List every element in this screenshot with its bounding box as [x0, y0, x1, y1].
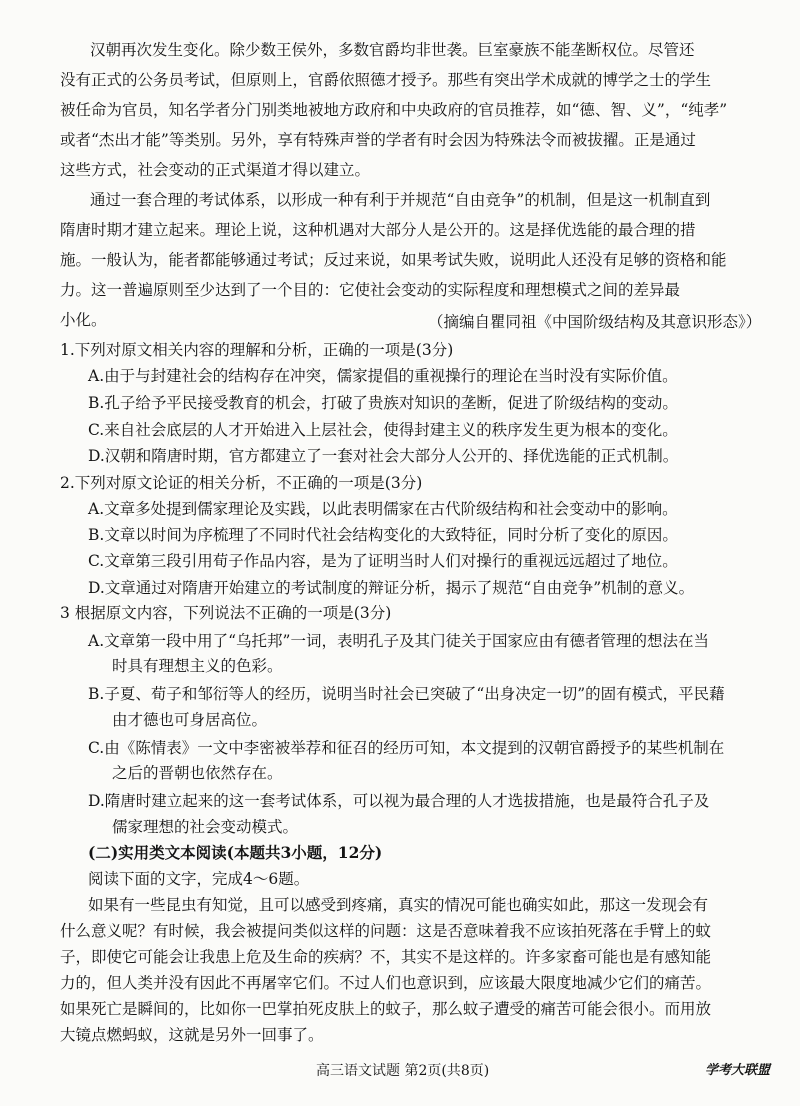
- page-number: 高三语文试题 第2页(共8页): [316, 1063, 490, 1079]
- article-line: 这些方式，社会变动的正式渠道才得以建立。: [60, 161, 371, 179]
- question-2-stem: 2.下列对原文论证的相关分析，不正确的一项是(3分): [60, 474, 423, 492]
- question-3-option-a: A.文章第一段中用了“乌托邦”一词，表明孔子及其门徒关于国家应由有德者管理的想法在当: [88, 632, 709, 650]
- question-3-option-a-cont: 时具有理想主义的色彩。: [112, 657, 283, 675]
- question-1-option-b: B.孔子给予平民接受教育的机会，打破了贵族对知识的垄断，促进了阶级结构的变动。: [88, 394, 678, 412]
- question-2-option-a: A.文章多处提到儒家理论及实践，以此表明儒家在古代阶级结构和社会变动中的影响。: [88, 500, 678, 518]
- article-source: （摘编自瞿同祖《中国阶级结构及其意识形态》）: [428, 313, 762, 331]
- question-1-stem: 1.下列对原文相关内容的理解和分析，正确的一项是(3分): [60, 341, 454, 359]
- article-line: 汉朝再次发生变化。除少数王侯外，多数官爵均非世袭。巨室豪族不能垄断权位。尽管还: [90, 41, 695, 59]
- publisher-mark: 学考大联盟: [704, 1063, 770, 1078]
- passage-line: 如果死亡是瞬间的，比如你一巴掌拍死皮肤上的蚊子，那么蚊子遭受的痛苦可能会很小。而用放: [60, 1000, 712, 1018]
- question-3-stem: 3 根据原文内容，下列说法不正确的一项是(3分): [60, 604, 392, 622]
- question-3-option-b-cont: 由才德也可身居高位。: [112, 711, 268, 729]
- passage-line: 力的，但人类并没有因此不再屠宰它们。不过人们也意识到，应该最大限度地减少它们的痛苦。: [60, 974, 712, 992]
- passage-line: 如果有一些昆虫有知觉，且可以感受到疼痛，真实的情况可能也确实如此，那这一发现会有: [88, 896, 709, 914]
- article-line: 施。一般认为，能者都能够通过考试；反过来说，如果考试失败，说明此人还没有足够的资格和能: [60, 251, 727, 269]
- article-line: 被任命为官员，知名学者分门别类地被地方政府和中央政府的官员推荐，如“德、智、义”，“纯孝”: [60, 101, 728, 119]
- question-1-option-c: C.来自社会底层的人才开始进入上层社会，使得封建主义的秩序发生更为根本的变化。: [88, 421, 678, 439]
- question-1-option-d: D.汉朝和隋唐时期，官方都建立了一套对社会大部分人公开的、择优选能的正式机制。: [88, 447, 679, 465]
- article-line: 小化。: [60, 311, 107, 329]
- article-line: 或者“杰出才能”等类别。另外，享有特殊声誉的学者有时会因为特殊法令而被拔擢。正是通过: [60, 131, 696, 149]
- article-line: 通过一套合理的考试体系，以形成一种有利于并规范“自由竞争”的机制，但是这一机制直到: [90, 191, 711, 209]
- question-3-option-b: B.子夏、荀子和邹衍等人的经历，说明当时社会已突破了“出身决定一切”的固有模式，平民藉: [88, 685, 725, 703]
- question-3-option-c: C.由《陈情表》一文中李密被举荐和征召的经历可知，本文提到的汉朝官爵授予的某些机制在: [88, 739, 725, 757]
- question-3-option-d: D.隋唐时建立起来的这一套考试体系，可以视为最合理的人才选拔措施，也是最符合孔子及: [88, 792, 710, 810]
- question-3-option-d-cont: 儒家理想的社会变动模式。: [112, 818, 299, 836]
- question-2-option-c: C.文章第三段引用荀子作品内容，是为了证明当时人们对操行的重视远远超过了地位。: [88, 552, 678, 570]
- article-line: 隋唐时期才建立起来。理论上说，这种机遇对大部分人是公开的。这是择优选能的最合理的措: [60, 221, 696, 239]
- question-1-option-a: A.由于与封建社会的结构存在冲突，儒家提倡的重视操行的理论在当时没有实际价值。: [88, 367, 678, 385]
- question-2-option-d: D.文章通过对隋唐开始建立的考试制度的辩证分析，揭示了规范“自由竞争”机制的意义。: [88, 579, 695, 597]
- passage-line: 子，即使它可能会让我患上危及生命的疾病？不，其实不是这样的。许多家畜可能也是有感知能: [60, 948, 712, 966]
- question-3-option-c-cont: 之后的晋朝也依然存在。: [112, 764, 283, 782]
- question-2-option-b: B.文章以时间为序梳理了不同时代社会结构变化的大致特征，同时分析了变化的原因。: [88, 526, 678, 544]
- article-line: 力。这一普遍原则至少达到了一个目的：它使社会变动的实际程度和理想模式之间的差异最: [60, 281, 681, 299]
- section-heading: (二)实用类文本阅读(本题共3小题，12分): [88, 843, 383, 862]
- article-line: 没有正式的公务员考试，但原则上，官爵依照德才授予。那些有突出学术成就的博学之士的学生: [60, 71, 712, 89]
- section-instruction: 阅读下面的文字，完成4～6题。: [88, 870, 310, 888]
- passage-line: 什么意义呢？有时候，我会被提问类似这样的问题：这是否意味着我不应该拍死落在手臂上的蚊: [60, 922, 712, 940]
- page-footer: [0, 1058, 800, 1084]
- passage-line: 大镜点燃蚂蚁，这就是另外一回事了。: [60, 1026, 324, 1044]
